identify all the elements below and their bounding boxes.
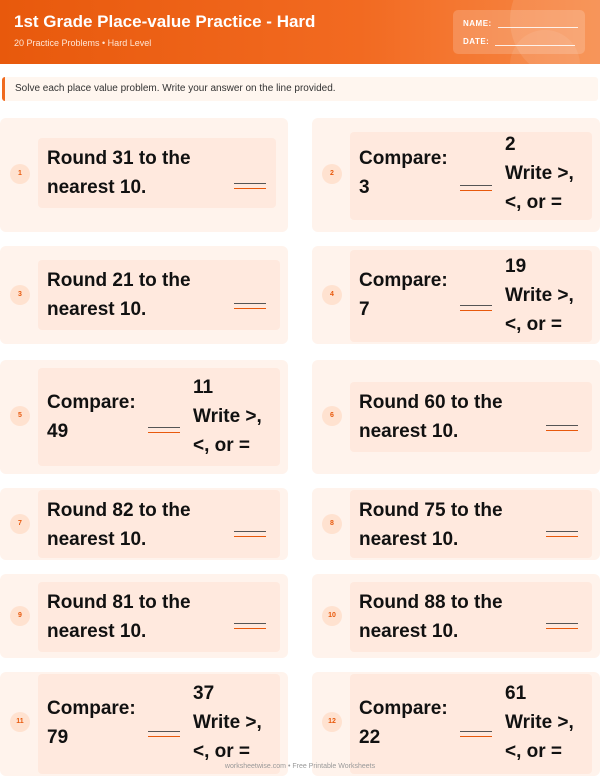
question-line: 3 — [359, 177, 370, 198]
question-line: Write >, — [505, 163, 574, 184]
question-line: 19 — [505, 256, 527, 277]
question-line: nearest 10. — [47, 299, 147, 320]
problem-number: 4 — [322, 285, 342, 305]
answer-line[interactable] — [234, 183, 266, 189]
problem-card — [312, 118, 600, 232]
page-title: 1st Grade Place-value Practice - Hard — [14, 12, 316, 31]
problem-card — [0, 672, 288, 776]
problem-card — [0, 574, 288, 658]
question-line: <, or = — [505, 741, 563, 762]
question-line: Write >, — [193, 406, 262, 427]
question-line: <, or = — [505, 314, 563, 335]
problem-box — [38, 490, 280, 558]
problem-box — [38, 674, 280, 774]
answer-line[interactable] — [234, 531, 266, 537]
problem-box — [38, 260, 280, 330]
question-line: Round 21 to the — [47, 270, 191, 291]
question-line: Compare: — [359, 698, 448, 719]
problem-box — [38, 368, 280, 466]
question-line: Round 82 to the — [47, 500, 191, 521]
question-line: 7 — [359, 299, 370, 320]
question-line: 49 — [47, 421, 69, 442]
problem-number: 2 — [322, 164, 342, 184]
question-line: <, or = — [193, 435, 251, 456]
problem-number: 7 — [10, 514, 30, 534]
name-label: NAME: — [463, 19, 492, 28]
question-line: Round 81 to the — [47, 592, 191, 613]
page-footer: worksheetwise.com • Free Printable Worksheets — [224, 763, 376, 770]
problem-number: 11 — [10, 712, 30, 732]
question-line: Compare: — [359, 148, 448, 169]
problem-number: 12 — [322, 712, 342, 732]
name-line[interactable] — [498, 18, 578, 28]
question-line: Compare: — [359, 270, 448, 291]
problem-card — [0, 488, 288, 560]
question-line: 61 — [505, 683, 527, 704]
problem-number: 8 — [322, 514, 342, 534]
question-line: Write >, — [505, 285, 574, 306]
problem-number: 9 — [10, 606, 30, 626]
answer-line[interactable] — [234, 303, 266, 309]
worksheet-header — [0, 0, 600, 64]
problem-card — [312, 574, 600, 658]
problem-box — [350, 490, 592, 558]
question-line: 79 — [47, 727, 69, 748]
question-line: nearest 10. — [359, 621, 459, 642]
question-line: nearest 10. — [47, 621, 147, 642]
date-line[interactable] — [495, 36, 575, 46]
question-line: Write >, — [505, 712, 574, 733]
problem-number: 6 — [322, 406, 342, 426]
answer-line[interactable] — [460, 305, 492, 311]
problem-card — [0, 118, 288, 232]
problem-box — [350, 674, 592, 774]
problem-box — [350, 250, 592, 342]
problem-card — [312, 360, 600, 474]
instructions-banner: Solve each place value problem. Write your answer on the line provided. — [2, 77, 598, 101]
question-line: Round 60 to the — [359, 392, 503, 413]
question-line: nearest 10. — [47, 529, 147, 550]
name-row — [463, 18, 578, 28]
date-label: DATE: — [463, 37, 490, 46]
question-line: nearest 10. — [47, 177, 147, 198]
name-date-box — [453, 10, 585, 54]
problem-box — [350, 582, 592, 652]
problem-box — [350, 382, 592, 452]
question-line: Compare: — [47, 698, 136, 719]
answer-line[interactable] — [546, 425, 578, 431]
problem-box — [38, 582, 280, 652]
question-line: <, or = — [505, 192, 563, 213]
answer-line[interactable] — [546, 623, 578, 629]
problem-box — [38, 138, 276, 208]
question-line: 2 — [505, 134, 516, 155]
question-line: 11 — [193, 377, 214, 398]
answer-line[interactable] — [460, 185, 492, 191]
answer-line[interactable] — [234, 623, 266, 629]
problem-card — [312, 488, 600, 560]
problem-number: 5 — [10, 406, 30, 426]
question-line: Write >, — [193, 712, 262, 733]
problem-card — [0, 246, 288, 344]
question-line: <, or = — [193, 741, 251, 762]
problem-number: 10 — [322, 606, 342, 626]
question-line: Round 88 to the — [359, 592, 503, 613]
question-line: nearest 10. — [359, 529, 459, 550]
problem-card — [312, 672, 600, 776]
question-line: 37 — [193, 683, 215, 704]
date-row — [463, 36, 575, 46]
page-subtitle: 20 Practice Problems • Hard Level — [14, 38, 152, 48]
question-line: Round 75 to the — [359, 500, 503, 521]
answer-line[interactable] — [148, 427, 180, 433]
answer-line[interactable] — [546, 531, 578, 537]
answer-line[interactable] — [460, 731, 492, 737]
problem-card — [312, 246, 600, 344]
problem-box — [350, 132, 592, 220]
question-line: nearest 10. — [359, 421, 459, 442]
problem-number: 3 — [10, 285, 30, 305]
question-line: Round 31 to the — [47, 148, 191, 169]
answer-line[interactable] — [148, 731, 180, 737]
problem-number: 1 — [10, 164, 30, 184]
question-line: Compare: — [47, 392, 136, 413]
problem-card — [0, 360, 288, 474]
question-line: 22 — [359, 727, 381, 748]
